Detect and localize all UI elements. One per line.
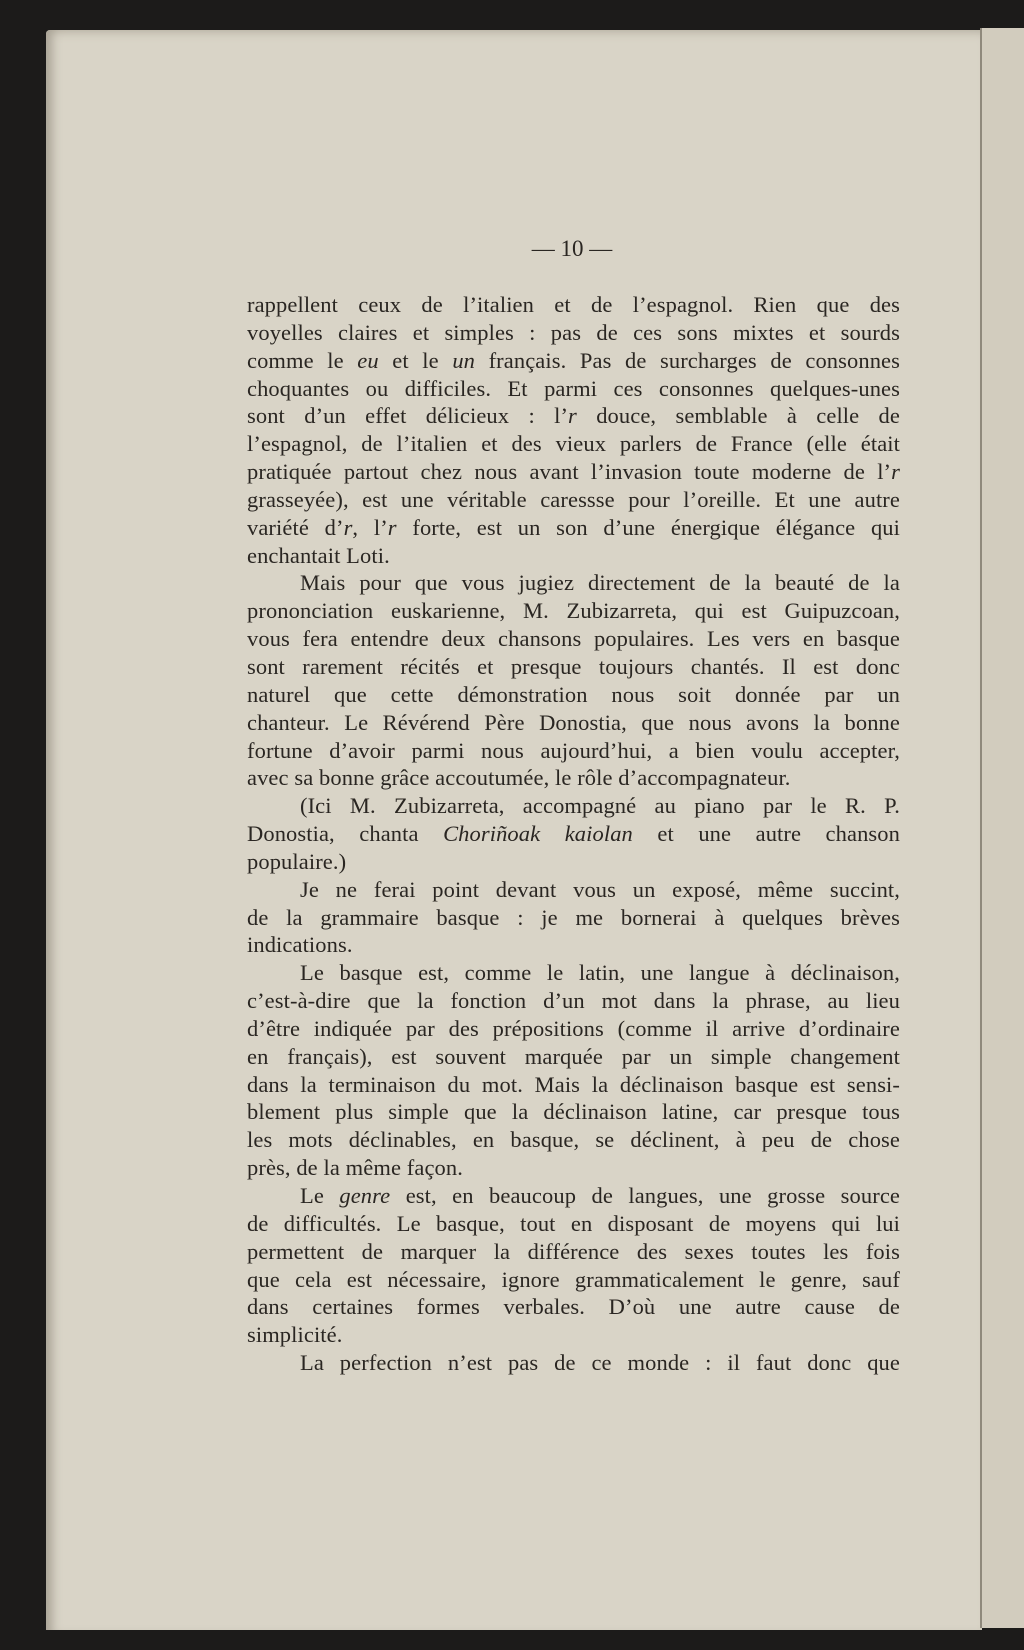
text-segment: rappellent ceux de l’italien et de l’espagnol. Rien que des [247, 292, 900, 317]
text-segment: Je ne ferai point devant vous un exposé, même succint, [300, 876, 900, 902]
text-line [247, 709, 900, 737]
text-line [247, 1210, 900, 1238]
italic-text: r [568, 403, 577, 429]
text-segment: dans la terminaison du mot. Mais la déclinaison basque est sensi- [247, 1071, 900, 1097]
text-line [247, 1182, 900, 1210]
italic-text: genre [339, 1183, 391, 1208]
italic-text: Choriñoak kaiolan [443, 821, 633, 847]
text-segment: Le basque est, comme le latin, une langue à déclinaison, [300, 960, 900, 986]
text-segment: et une autre chanson [632, 821, 900, 847]
page-number: — 10 — [531, 236, 613, 261]
paragraph [247, 959, 900, 1182]
text-segment: vous fera entendre deux chansons populaires. Les vers en basque [247, 626, 900, 652]
body-text [247, 291, 900, 1377]
text-line [247, 1043, 900, 1071]
text-segment: fortune d’avoir parmi nous aujourd’hui, a bien voulu accepter, [247, 737, 900, 763]
italic-text: r [891, 459, 900, 485]
text-segment: La perfection n’est pas de ce monde : il faut donc que [300, 1350, 900, 1376]
text-line [247, 737, 900, 765]
text-segment: avec sa bonne grâce accoutumée, le rôle d’accompagnateur. [247, 765, 791, 791]
text-line [247, 820, 900, 848]
text-segment: en français), est souvent marquée par un simple changement [247, 1043, 900, 1069]
text-segment: et le [378, 347, 453, 373]
text-segment: Mais pour que vous jugiez directement de la beauté de la [300, 570, 900, 596]
paragraph [247, 1349, 900, 1377]
text-line [247, 1349, 900, 1377]
text-line [247, 1126, 900, 1154]
italic-text: un [452, 347, 476, 373]
text-line [247, 1321, 900, 1349]
text-line [247, 876, 900, 904]
text-line [247, 625, 900, 653]
text-line [247, 1154, 900, 1182]
paragraph [247, 569, 900, 792]
text-segment: les mots déclinables, en basque, se déclinent, à peu de chose [247, 1127, 900, 1153]
text-segment: indications. [247, 932, 353, 958]
text-line [247, 430, 900, 458]
text-segment: Le [300, 1183, 340, 1208]
text-segment: chanteur. Le Révérend Père Donostia, que nous avons la bonne [247, 709, 900, 735]
text-segment: est, en beaucoup de langues, une grosse source [390, 1183, 901, 1208]
text-line [247, 681, 900, 709]
text-line [247, 569, 900, 597]
italic-text: r [387, 514, 397, 540]
text-line [247, 486, 900, 514]
text-line [247, 848, 900, 876]
text-segment: simplicité. [247, 1322, 343, 1348]
text-line [247, 792, 900, 820]
text-segment: pratiquée partout chez nous avant l’invasion toute moderne de l’ [247, 459, 892, 485]
text-line [247, 347, 900, 375]
text-line [247, 319, 900, 347]
text-line [247, 1266, 900, 1294]
text-line [247, 514, 900, 542]
text-segment: prononciation euskarienne, M. Zubizarreta, qui est Guipuzcoan, [247, 598, 900, 624]
text-line [247, 597, 900, 625]
text-line [247, 291, 900, 319]
text-segment: de la grammaire basque : je me bornerai à quelques brèves [247, 904, 900, 930]
text-line [247, 959, 900, 987]
text-line [247, 653, 900, 681]
text-segment: sont rarement récités et presque toujours chantés. Il est donc [247, 653, 900, 679]
text-segment: enchantait Loti. [247, 542, 390, 568]
text-segment: d’être indiquée par des prépositions (comme il arrive d’ordinaire [247, 1015, 900, 1041]
text-segment: variété d’ [247, 514, 344, 540]
text-segment: de difficultés. Le basque, tout en disposant de moyens qui lui [247, 1210, 900, 1236]
text-line [247, 1015, 900, 1043]
paragraph [247, 792, 900, 876]
text-segment: l’espagnol, de l’italien et des vieux parlers de France (elle était [247, 431, 900, 457]
text-line [247, 904, 900, 932]
text-segment: c’est-à-dire que la fonction d’un mot dans la phrase, au lieu [247, 988, 900, 1014]
text-segment: blement plus simple que la déclinaison latine, car presque tous [247, 1099, 900, 1125]
facing-page-edge [980, 28, 1024, 1628]
text-line [247, 764, 900, 792]
paragraph [247, 291, 900, 569]
text-segment: voyelles claires et simples : pas de ces sons mixtes et sourds [247, 319, 900, 345]
text-line [247, 1098, 900, 1126]
text-segment: français. Pas de surcharges de consonnes [475, 347, 900, 373]
text-segment: , l’ [352, 514, 388, 540]
text-line [247, 1071, 900, 1099]
text-segment: forte, est un son d’une énergique élégance qui [396, 514, 900, 540]
paragraph [247, 876, 900, 960]
text-segment: (Ici M. Zubizarreta, accompagné au piano par le R. P. [300, 793, 900, 819]
text-line [247, 402, 900, 430]
text-segment: près, de la même façon. [247, 1155, 463, 1181]
text-segment: populaire.) [247, 848, 347, 874]
text-segment: comme le [247, 347, 358, 373]
text-segment: grasseyée), est une véritable caressse pour l’oreille. Et une autre [247, 486, 900, 512]
text-segment: sont d’un effet délicieux : l’ [247, 403, 569, 429]
text-line [247, 542, 900, 570]
text-line [247, 458, 900, 486]
text-segment: naturel que cette démonstration nous soit donnée par un [247, 681, 900, 707]
text-segment: Donostia, chanta [247, 821, 444, 847]
text-line [247, 987, 900, 1015]
italic-text: eu [357, 347, 379, 373]
text-line [247, 1293, 900, 1321]
text-segment: dans certaines formes verbales. D’où une autre cause de [247, 1294, 900, 1320]
italic-text: r [343, 514, 353, 540]
text-segment: que cela est nécessaire, ignore grammaticalement le genre, sauf [247, 1266, 900, 1292]
text-segment: permettent de marquer la différence des sexes toutes les fois [247, 1238, 900, 1264]
text-line [247, 931, 900, 959]
text-segment: douce, semblable à celle de [576, 403, 900, 429]
paragraph [247, 1182, 900, 1349]
text-line [247, 1238, 900, 1266]
text-segment: choquantes ou difficiles. Et parmi ces consonnes quelques-unes [247, 375, 900, 401]
text-line [247, 375, 900, 403]
